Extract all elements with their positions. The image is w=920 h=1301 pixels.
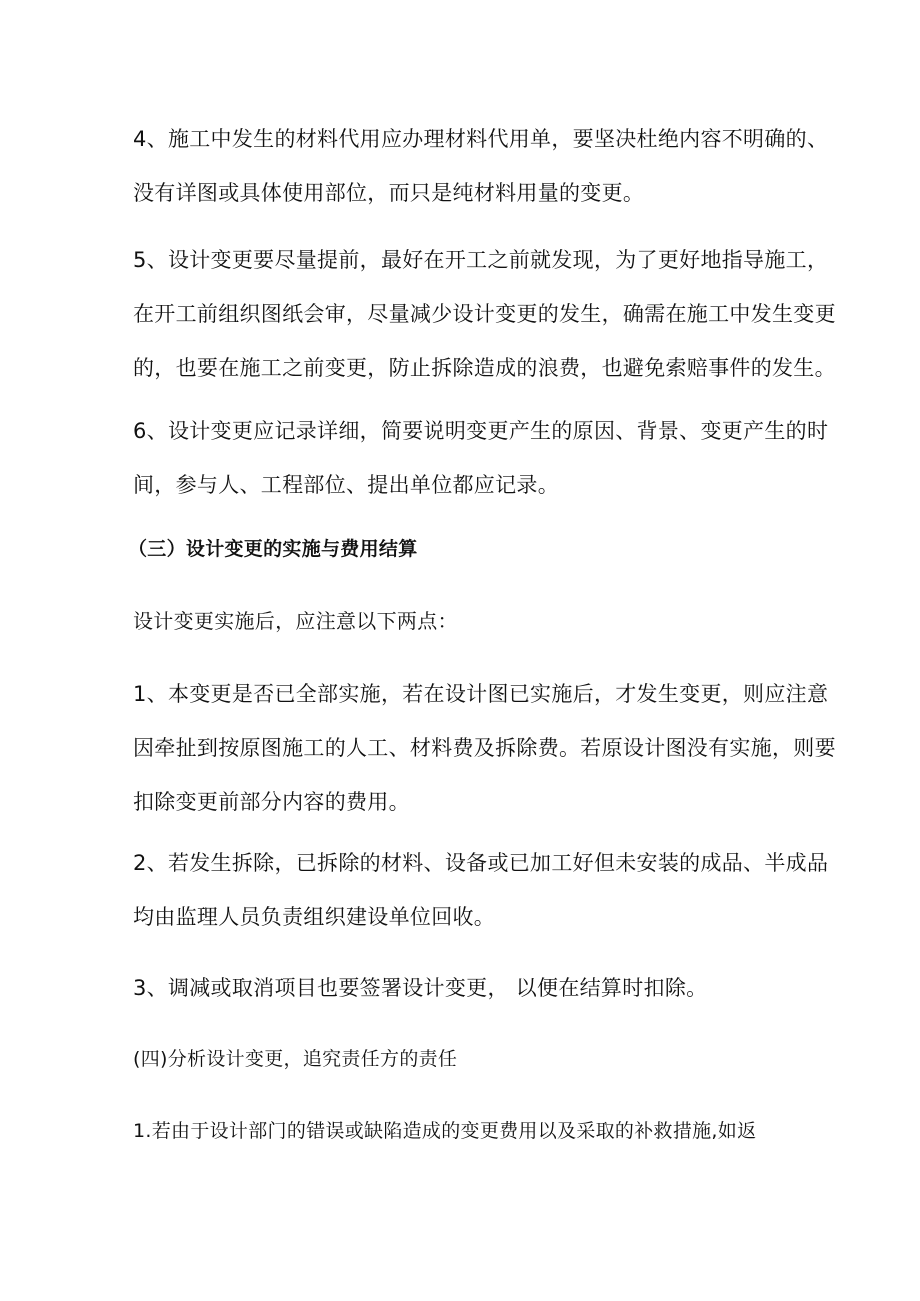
text-line: 因牵扯到按原图施工的人工、材料费及拆除费。若原设计图没有实施，则要 bbox=[133, 736, 836, 760]
paragraph-3-reduce-cancel bbox=[133, 961, 803, 1015]
paragraph-5-early-design-change bbox=[133, 233, 836, 395]
text-line: 扣除变更前部分内容的费用。 bbox=[133, 790, 410, 814]
paragraph-1-implementation-status bbox=[133, 667, 836, 829]
paragraph-6-record-details bbox=[133, 404, 829, 512]
text-line: 6、设计变更应记录详细，简要说明变更产生的原因、背景、变更产生的时 bbox=[133, 419, 829, 443]
text-line: 5、设计变更要尽量提前，最好在开工之前就发现，为了更好地指导施工， bbox=[133, 248, 829, 272]
section-heading-text: （三）设计变更的实施与费用结算 bbox=[128, 538, 418, 560]
paragraph-4-material-substitution bbox=[133, 112, 829, 220]
text-line: 设计变更实施后，应注意以下两点： bbox=[133, 609, 458, 633]
text-line: 没有详图或具体使用部位，而只是纯材料用量的变更。 bbox=[133, 181, 645, 205]
text-line: 均由监理人员负责组织建设单位回收。 bbox=[133, 905, 496, 929]
text-line: 1.若由于设计部门的错误或缺陷造成的变更费用以及采取的补救措施,如返 bbox=[133, 1120, 757, 1142]
section-heading-text: (四)分析设计变更，追究责任方的责任 bbox=[133, 1048, 458, 1070]
section-heading-4 bbox=[133, 1032, 803, 1086]
intro-paragraph bbox=[133, 594, 803, 648]
paragraph-1-design-error-costs bbox=[133, 1104, 803, 1158]
section-heading-3 bbox=[128, 522, 798, 576]
text-line: 的，也要在施工之前变更，防止拆除造成的浪费，也避免索赔事件的发生。 bbox=[133, 356, 836, 380]
text-line: 3、调减或取消项目也要签署设计变更， 以便在结算时扣除。 bbox=[133, 976, 708, 1000]
text-line: 在开工前组织图纸会审，尽量减少设计变更的发生，确需在施工中发生变更 bbox=[133, 302, 836, 326]
paragraph-2-demolition-recovery bbox=[133, 836, 829, 944]
text-line: 1、本变更是否已全部实施，若在设计图已实施后，才发生变更，则应注意 bbox=[133, 682, 829, 706]
text-line: 间，参与人、工程部位、提出单位都应记录。 bbox=[133, 473, 559, 497]
text-line: 4、施工中发生的材料代用应办理材料代用单，要坚决杜绝内容不明确的、 bbox=[133, 127, 829, 151]
text-line: 2、若发生拆除，已拆除的材料、设备或已加工好但未安装的成品、半成品 bbox=[133, 851, 829, 875]
